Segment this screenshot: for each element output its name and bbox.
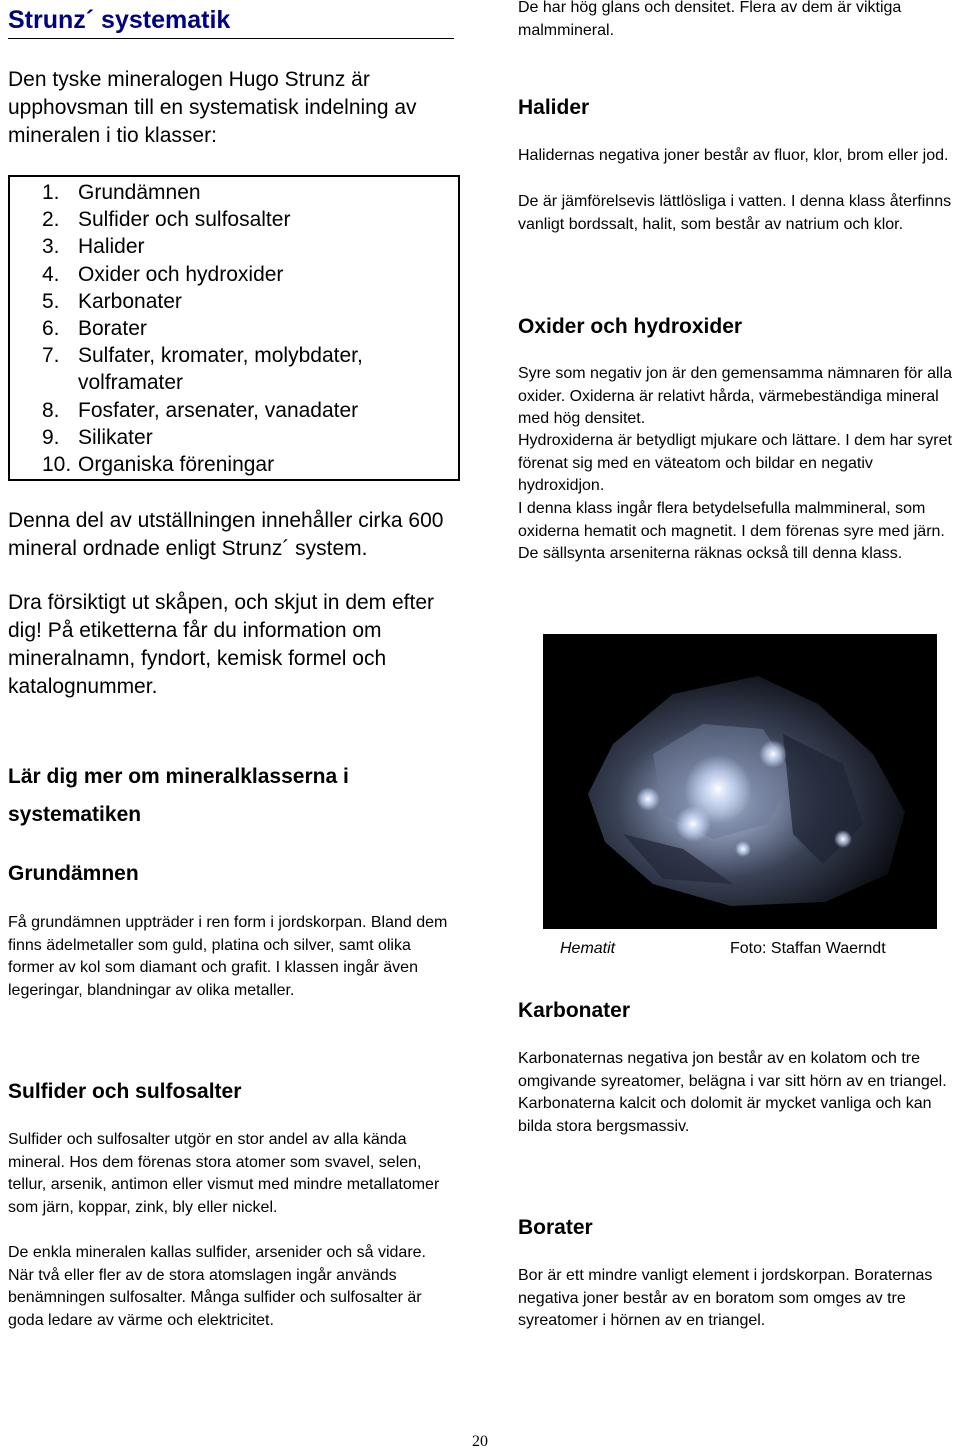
mineral-class-number: 6. — [42, 317, 60, 341]
heading-borater: Borater — [518, 1216, 593, 1239]
mineral-class-name: Karbonater — [78, 289, 182, 313]
mineral-class-number: 7. — [42, 344, 60, 368]
mineral-class-name: Borater — [78, 317, 147, 341]
mineral-class-item — [42, 288, 418, 315]
text-oxider-1: Syre som negativ jon är den gemensamma nämnaren för alla oxider. Oxiderna är relativt hårda, värmebeständiga mineral med hög densitet. — [518, 365, 952, 427]
mineral-class-name: Fosfater, arsenater, vanadater — [78, 398, 359, 422]
mineral-class-item — [42, 206, 418, 233]
text-continued: De har hög glans och densitet. Flera av dem är viktiga malmmineral. — [518, 0, 902, 39]
learn-heading: Lär dig mer om mineralklasserna i systematiken — [8, 765, 349, 826]
text-sulfider-1: Sulfider och sulfosalter utgör en stor andel av alla kända mineral. Hos dem förenas stora atomer som svavel, selen, tellur, arsenik, antimon eller vismut med mindre metallatomer som järn, koppar, zink, bly eller nickel. — [8, 1131, 440, 1216]
heading-halider: Halider — [518, 96, 590, 119]
page-title: Strunz´ systematik — [8, 6, 454, 39]
mineral-class-name: Halider — [78, 235, 145, 259]
mineral-class-number: 10. — [42, 453, 72, 477]
mineral-class-number: 3. — [42, 235, 60, 259]
heading-oxider: Oxider och hydroxider — [518, 315, 743, 338]
mineral-class-number: 9. — [42, 425, 60, 449]
mineral-class-item — [42, 233, 418, 260]
mineral-class-list — [42, 179, 418, 478]
mineral-class-number: 8. — [42, 398, 60, 422]
mineral-class-name: Silikater — [78, 425, 153, 449]
mineral-class-number: 1. — [42, 181, 60, 204]
text-karbonater: Karbonaternas negativa jon består av en kolatom och tre omgivande syreatomer, belägna i var sitt hörn av en triangel. Karbonaterna kalcit och dolomit är mycket vanliga och kan bilda stora bergsmassiv. — [518, 1050, 947, 1135]
text-sulfider-2: De enkla mineralen kallas sulfider, arsenider och så vidare. När två eller fler av de stora atomslagen ingår används benämningen sulfosalter. Många sulfider och sulfosalter är goda ledare av värme och elektricitet. — [8, 1244, 426, 1329]
hematite-photo — [543, 634, 937, 929]
text-halider-2: De är jämförelsevis lättlösliga i vatten. I denna klass återfinns vanligt bordssalt, halit, som består av natrium och klor. — [518, 193, 952, 233]
exhibit-note: Denna del av utställningen innehåller cirka 600 mineral ordnade enligt Strunz´ system. — [8, 509, 444, 560]
mineral-class-item — [42, 261, 418, 288]
intro-paragraph: Den tyske mineralogen Hugo Strunz är upphovsman till en systematisk indelning av mineralen i tio klasser: — [8, 68, 417, 147]
mineral-class-item — [42, 315, 418, 342]
mineral-class-number: 4. — [42, 262, 60, 286]
mineral-class-name: Sulfater, kromater, molybdater, volframater — [78, 344, 363, 395]
mineral-class-item — [42, 424, 418, 451]
heading-grundamnen: Grundämnen — [8, 862, 139, 885]
photo-credit: Foto: Staffan Waerndt — [730, 940, 886, 957]
heading-karbonater: Karbonater — [518, 999, 631, 1022]
mineral-class-name: Grundämnen — [78, 181, 201, 204]
mineral-class-item — [42, 451, 418, 478]
mineral-class-number: 2. — [42, 208, 60, 232]
text-oxider-2: Hydroxiderna är betydligt mjukare och lättare. I dem har syret förenat sig med en väteatom och bildar en negativ hydroxidjon. — [518, 432, 952, 494]
photo-caption: Hematit — [560, 940, 616, 957]
drawer-note: Dra försiktigt ut skåpen, och skjut in dem efter dig! På etiketterna får du information om mineralnamn, fyndort, kemisk formel och katalognummer. — [8, 591, 435, 698]
text-oxider-3: I denna klass ingår flera betydelsefulla malmmineral, som oxiderna hematit och magnetit. I dem förenas syre med järn. De sällsynta arseniterna räknas också till denna klass. — [518, 500, 945, 562]
text-borater: Bor är ett mindre vanligt element i jordskorpan. Boraternas negativa joner består av en boratom som omges av tre syreatomer i hörnen av en triangel. — [518, 1267, 933, 1329]
mineral-class-number: 5. — [42, 289, 60, 313]
mineral-class-name: Organiska föreningar — [78, 453, 275, 477]
page-number: 20 — [472, 1433, 488, 1450]
heading-sulfider: Sulfider och sulfosalter — [8, 1080, 242, 1103]
text-halider-1: Halidernas negativa joner består av fluor, klor, brom eller jod. — [518, 147, 949, 164]
text-grundamnen: Få grundämnen uppträder i ren form i jordskorpan. Bland dem finns ädelmetaller som guld, platina och silver, samt olika former av kol som diamant och grafit. I klassen ingår även legeringar, blandningar av olika metaller. — [8, 914, 448, 999]
mineral-class-name: Oxider och hydroxider — [78, 262, 284, 286]
mineral-class-item — [42, 342, 418, 396]
hematite-mineral-image — [543, 634, 937, 929]
mineral-class-item — [42, 179, 418, 206]
mineral-class-item — [42, 397, 418, 424]
mineral-class-name: Sulfider och sulfosalter — [78, 208, 291, 232]
mineral-class-box — [8, 175, 460, 481]
